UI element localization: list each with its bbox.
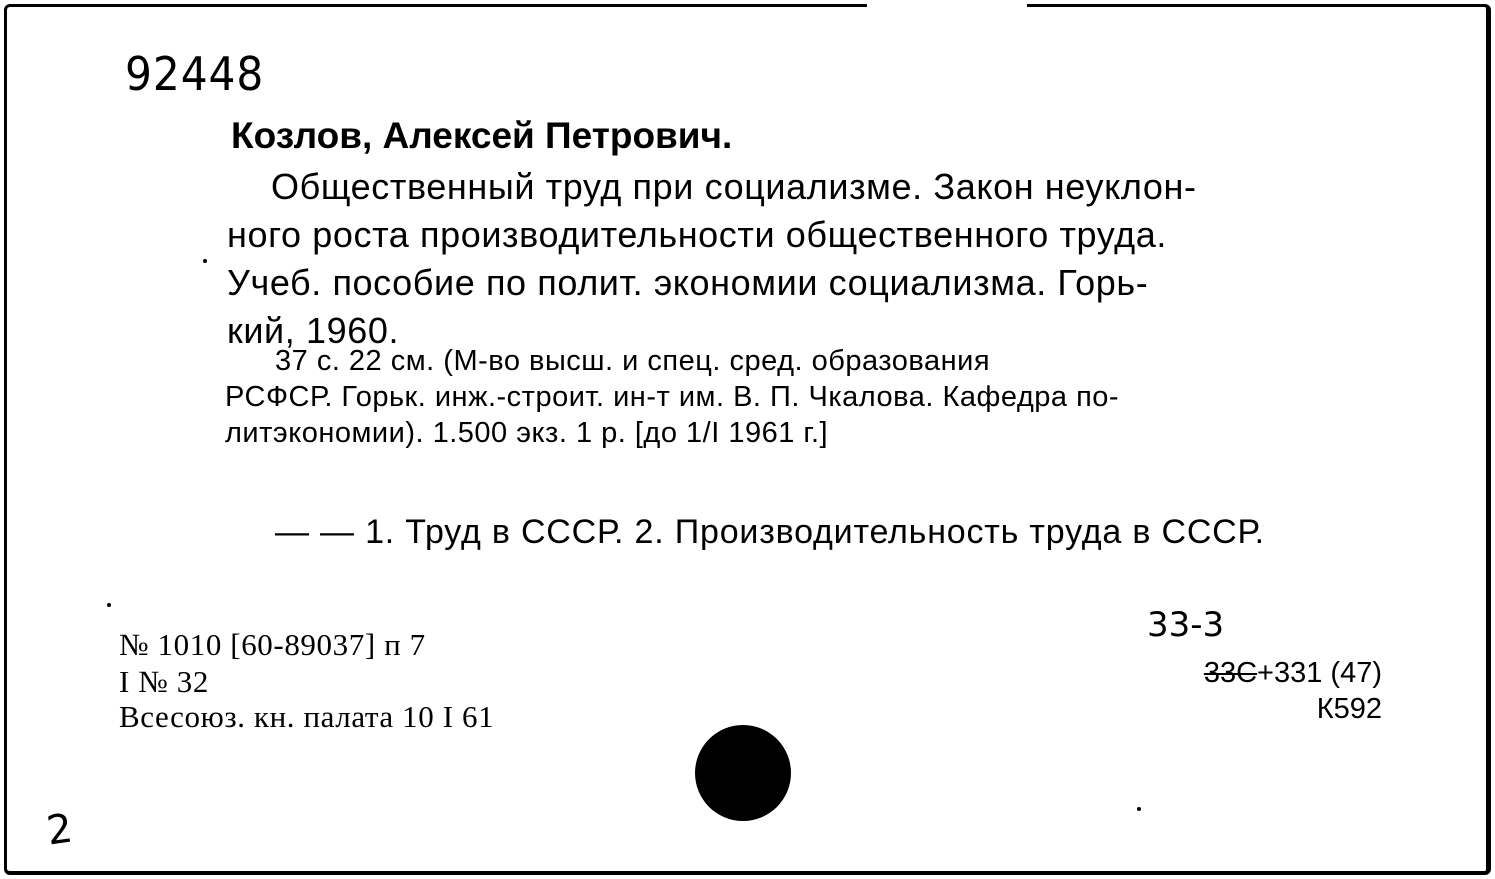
- imprint-line: № 1010 [60-89037] п 7: [119, 627, 426, 662]
- collation-line: РСФСР. Горьк. инж.-строит. ин-т им. В. П. Чкалова. Кафедра по-: [225, 381, 1120, 413]
- corner-mark-handwritten: 2: [43, 805, 76, 855]
- cutter-number: К592: [1316, 693, 1382, 725]
- imprint-line: Всесоюз. кн. палата 10 I 61: [119, 699, 495, 734]
- title-line: Общественный труд при социализме. Закон неуклон-: [271, 166, 1197, 207]
- speck: [203, 259, 207, 263]
- title-line: кий, 1960.: [227, 310, 400, 351]
- classification-number: [1204, 657, 1382, 690]
- subject-headings: — — 1. Труд в СССР. 2. Производительность труда в СССР.: [275, 513, 1265, 551]
- author-heading: Козлов, Алексей Петрович.: [231, 115, 733, 156]
- catalog-card: [4, 4, 1491, 875]
- classification-rest: +331 (47): [1257, 657, 1382, 689]
- title-line: ного роста производительности общественного труда.: [227, 214, 1168, 255]
- speck: [1137, 807, 1141, 811]
- classification-handwritten: 33-3: [1147, 605, 1225, 645]
- imprint-line: I № 32: [119, 664, 210, 699]
- accession-number-handwritten: 92448: [125, 47, 265, 101]
- title-statement: [227, 163, 1399, 355]
- collation-note: [225, 343, 1397, 451]
- title-line: Учеб. пособие по полит. экономии социализма. Горь-: [227, 262, 1149, 303]
- classification-struck: 33С: [1203, 657, 1258, 689]
- collation-line: 37 с. 22 см. (М-во высш. и спец. сред. образования: [275, 345, 991, 377]
- card-top-edge-gap: [867, 2, 1027, 8]
- punch-hole: [695, 725, 791, 821]
- collation-line: литэкономии). 1.500 экз. 1 р. [до 1/I 1961 г.]: [225, 417, 829, 449]
- speck: [107, 603, 111, 607]
